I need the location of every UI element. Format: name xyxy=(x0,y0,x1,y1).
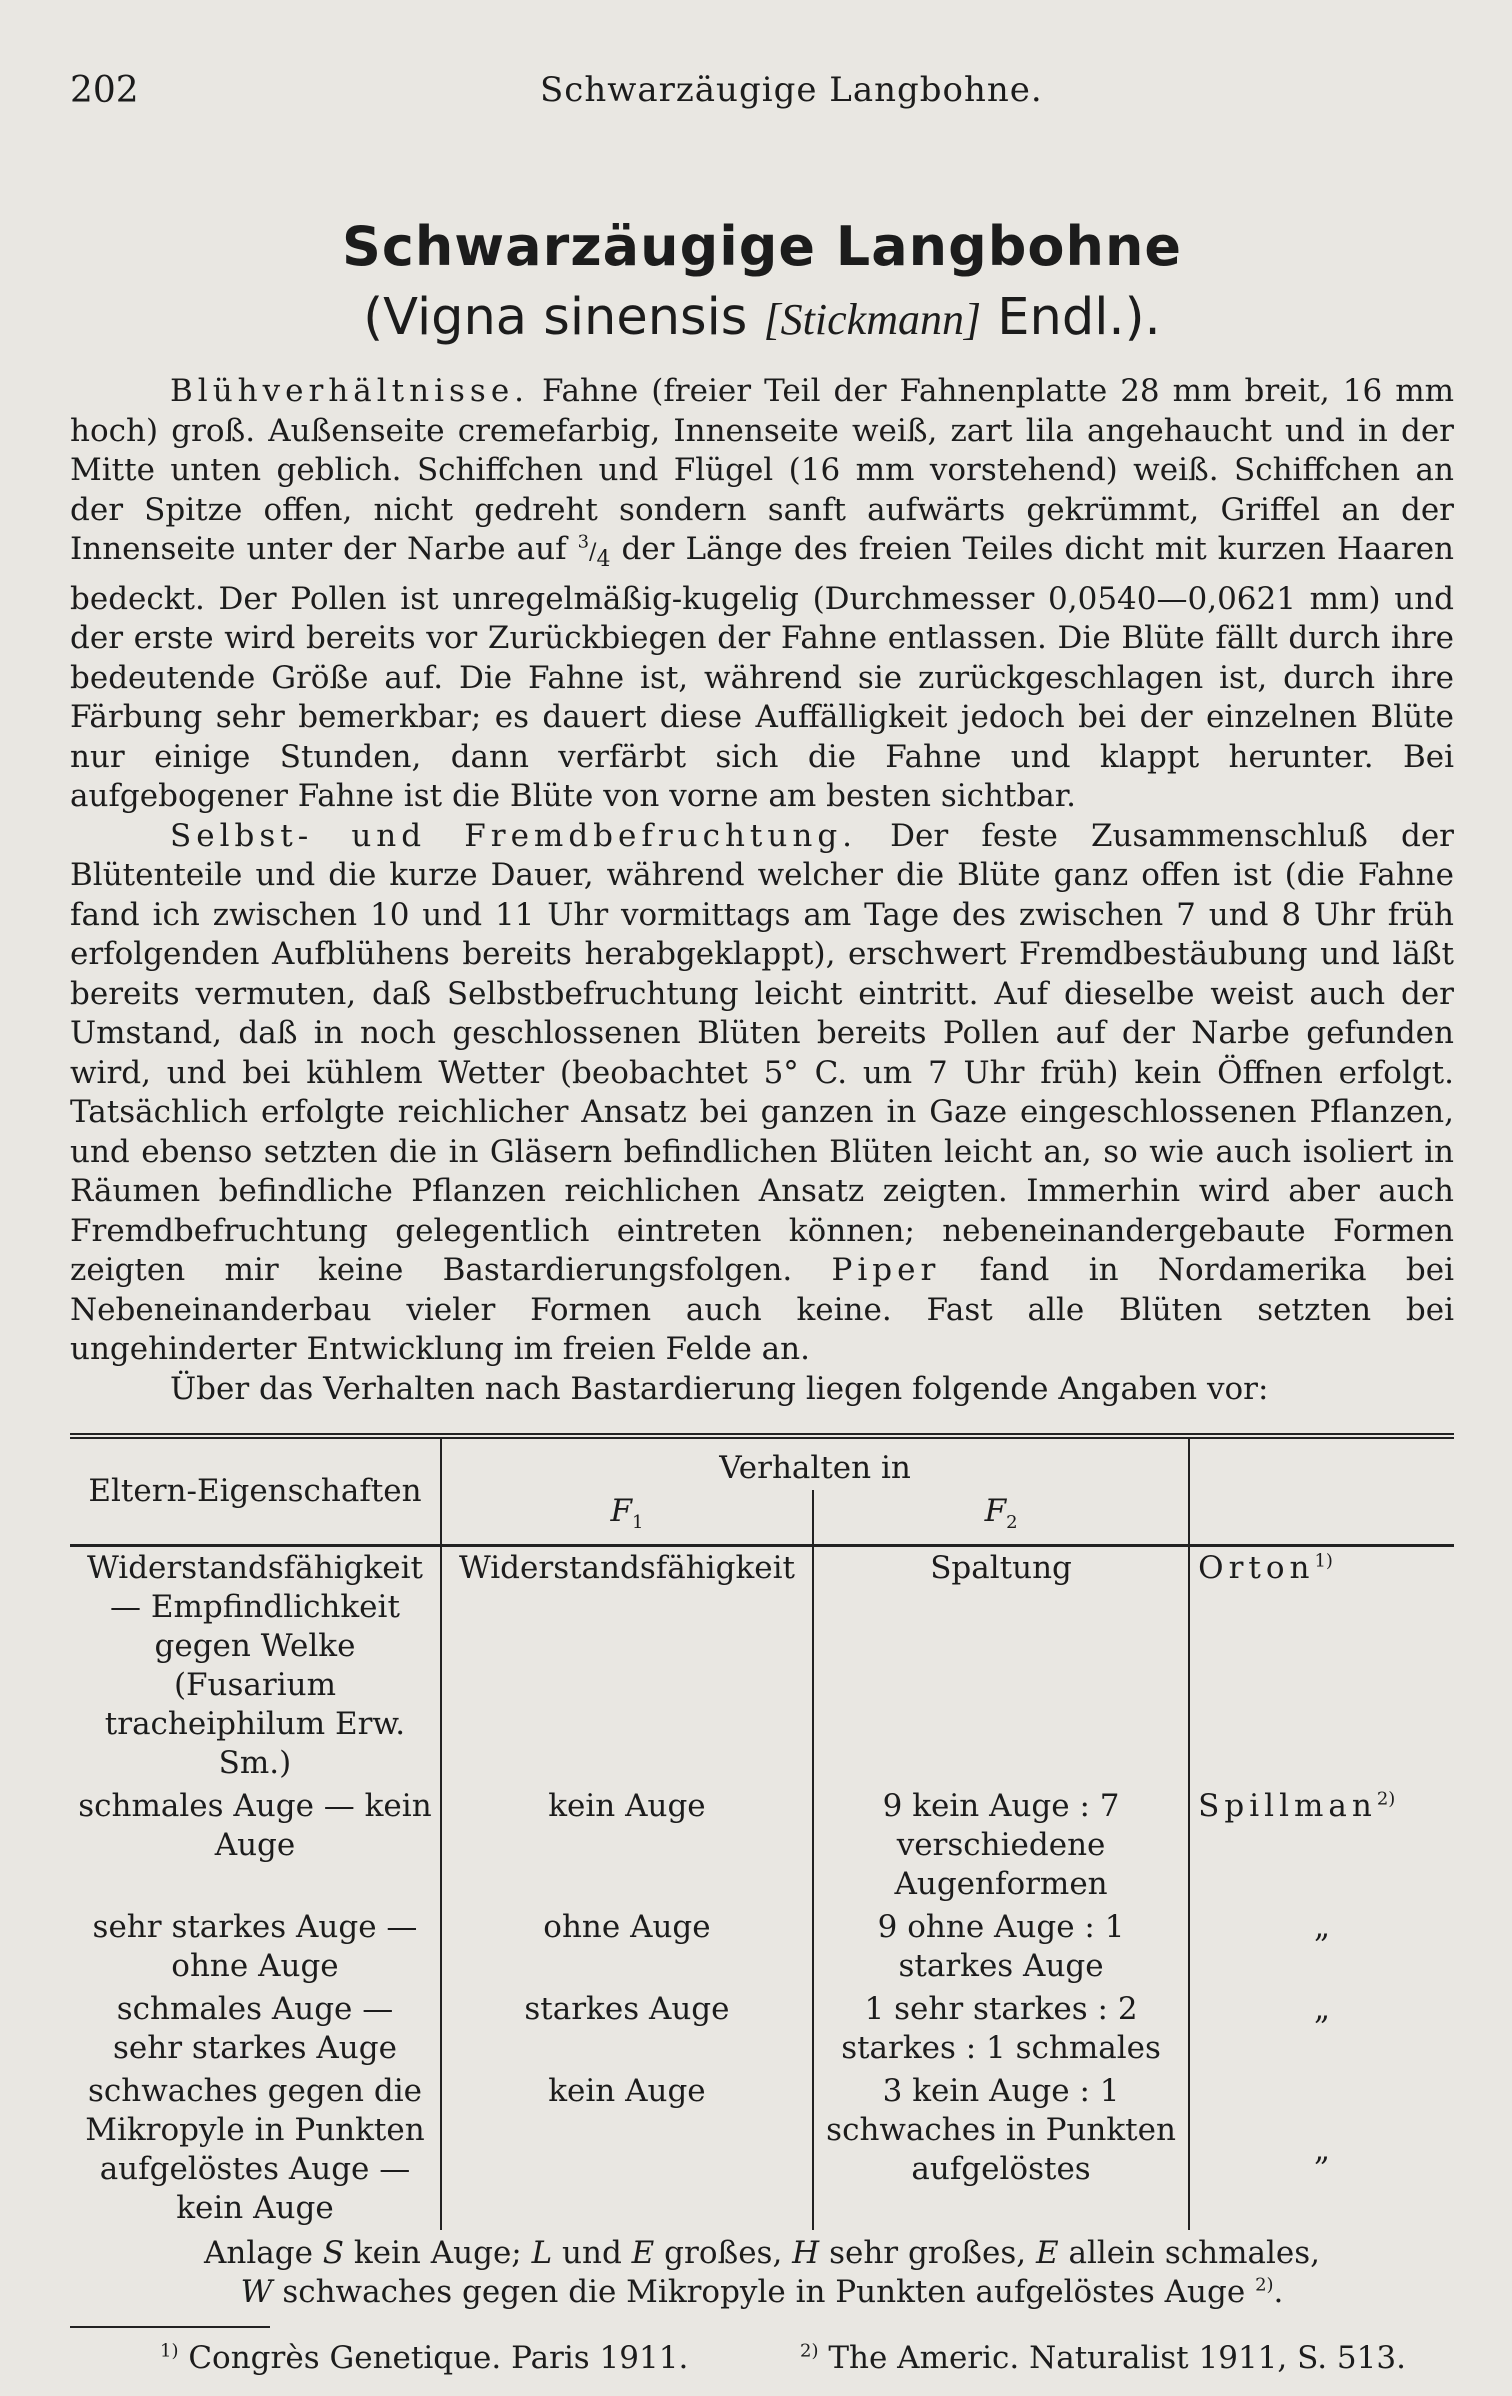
row-f1: Widerstandsfähigkeit xyxy=(441,1546,813,1786)
row-f2: Spaltung xyxy=(930,1550,1072,1587)
f1-label: F xyxy=(610,1493,632,1530)
paragraph-text: fand in Nordamerika bei Nebeneinanderbau vieler Formen auch keine. Fast alle Blüten setzten bei ungehinderter Entwicklung im freien Felde an. xyxy=(70,1252,1454,1368)
table-header-row xyxy=(70,1436,1454,1490)
source-name: Orton xyxy=(1198,1550,1315,1587)
f2-sub: 2 xyxy=(1006,1512,1018,1534)
subtitle-species: (Vigna sinensis xyxy=(363,288,764,347)
source-name: „ xyxy=(1314,1909,1331,1946)
f1-sub: 1 xyxy=(631,1512,644,1534)
running-title: Schwarzäugige Langbohne. xyxy=(540,70,1043,110)
row-f1: ohne Auge xyxy=(441,1906,813,1988)
row-f2: 1 sehr starkes : 2 starkes : 1 schmales xyxy=(841,1991,1161,2067)
footnote-2 xyxy=(800,2340,1406,2376)
subtitle-author: [Stickmann] xyxy=(763,295,982,344)
row-source xyxy=(1189,1906,1454,1988)
paragraph-befruchtung xyxy=(70,817,1454,1370)
table-row xyxy=(70,2070,1454,2230)
row-source xyxy=(1189,1785,1454,1906)
note-sup: 2) xyxy=(1255,2275,1274,2297)
note-text: Anlage xyxy=(203,2235,323,2272)
note-text: sehr großes, xyxy=(819,2235,1036,2272)
source-name: „ xyxy=(1314,1991,1331,2028)
table-note xyxy=(70,2234,1454,2312)
f2-label: F xyxy=(984,1493,1007,1530)
source-sup: 2) xyxy=(1376,1789,1396,1811)
row-f2: 9 kein Auge : 7 verschiedene Augenformen xyxy=(882,1788,1120,1903)
row-parents: sehr starkes Auge — ohne Auge xyxy=(70,1906,441,1988)
source-name: „ xyxy=(1314,2131,1331,2168)
note-symbol: H xyxy=(792,2235,820,2272)
paragraph-text: der Länge des freien Teiles dicht mit kurzen Haaren bedeckt. Der Pollen ist unregelmäßig-kugelig (Durchmesser 0,0540—0,0621 mm) und der erste wird bereits vor Zurückbiegen der Fahne entlassen. Die Blüte fällt durch ihre bedeutende Größe auf. Die Fahne ist, während sie zurückgeschlagen ist, durch ihre Färbung sehr bemerkbar; es dauert diese Auffälligkeit jedoch bei der einzelnen Blüte nur einige Stunden, dann verfärbt sich die Fahne und klappt herunter. Bei aufgebogener Fahne ist die Blüte von vorne am besten sichtbar. xyxy=(70,531,1455,815)
header-behavior: Verhalten in xyxy=(719,1450,911,1487)
row-f2: 3 kein Auge : 1 schwaches in Punkten aufgelöstes xyxy=(826,2073,1176,2188)
note-text: allein schmales, xyxy=(1058,2235,1320,2272)
article-subtitle xyxy=(70,288,1454,347)
fraction-numerator: 3 xyxy=(577,531,590,553)
hybridization-table xyxy=(70,1433,1454,2230)
section-heading: Blühverhältnisse. xyxy=(170,373,530,409)
source-sup: 1) xyxy=(1314,1551,1333,1573)
header-f2 xyxy=(813,1490,1189,1546)
note-symbol: S xyxy=(322,2235,345,2272)
note-symbol: E xyxy=(1035,2235,1059,2272)
paragraph-text: Der feste Zusammenschluß der Blütenteile und die kurze Dauer, während welcher die Blüte ganz offen ist (die Fahne fand ich zwischen 10 und 11 Uhr vormittags am Tage des zwischen 7 und 8 Uhr früh erfolgenden Aufblühens bereits herabgeklappt), erschwert Fremdbestäubung und läßt bereits vermuten, daß Selbstbefruchtung leicht eintritt. Auf dieselbe weist auch der Umstand, daß in noch geschlossenen Blüten bereits Pollen auf der Narbe gefunden wird, und bei kühlem Wetter (beobachtet 5° C. um 7 Uhr früh) kein Öffnen erfolgt. Tatsächlich erfolgte reichlicher Ansatz bei ganzen in Gaze eingeschlossenen Pflanzen, und ebenso setzten die in Gläsern befindlichen Blüten leicht an, so wie auch isoliert in Räumen befindliche Pflanzen reichlichen Ansatz zeigten. Immerhin wird aber auch Fremdbefruchtung gelegentlich eintreten können; nebeneinandergebaute Formen zeigten mir keine Bastardierungsfolgen. xyxy=(70,817,1454,1289)
note-text: kein Auge; xyxy=(344,2235,532,2272)
note-text: und xyxy=(552,2235,632,2272)
subtitle-end: Endl.). xyxy=(981,288,1161,347)
row-f1: kein Auge xyxy=(441,2070,813,2230)
paragraph-text: Fahne (freier Teil der Fahnenplatte 28 mm breit, 16 mm hoch) groß. Außenseite cremefarbig, Innenseite weiß, zart lila angehaucht und in der Mitte unten geblich. Schiffchen und Flügel (16 mm vorstehend) weiß. Schiffchen an der Spitze offen, nicht gedreht sondern sanft aufwärts gekrümmt, Griffel an der Innenseite unter der Narbe auf xyxy=(70,373,1454,567)
note-text: schwaches gegen die Mikropyle in Punkten aufgelöstes Auge xyxy=(272,2274,1256,2311)
section-heading: Selbst- und Fremdbefruchtung. xyxy=(170,817,858,854)
row-source xyxy=(1189,2070,1454,2230)
paragraph-bluehverhaeltnisse: Blühverhältnisse. Fahne (freier Teil der Fahnenplatte 28 mm breit, 16 mm hoch) groß. Außenseite cremefarbig, Innenseite weiß, zart lila angehaucht und in der Mitte unten geblich. Schiffchen und Flügel (16 mm vorstehend) weiß. Schiffchen an der Spitze offen, nicht gedreht sondern sanft aufwärts gekrümmt, Griffel an der Innenseite unter der Narbe auf $^3/_4$ der Länge des freien Teiles dicht mit kurzen Haaren bedeckt. Der Pollen ist unregelmäßig-kugelig (Durchmesser 0,0540—0,0621 mm) und der erste wird bereits vor Zurückbiegen der Fahne entlassen. Die Blüte fällt durch ihre bedeutende Größe auf. Die Fahne ist, während sie zurückgeschlagen ist, durch ihre Färbung sehr bemerkbar; es dauert diese Auffälligkeit jedoch bei der einzelnen Blüte nur einige Stunden, dann verfärbt sich die Fahne und klappt herunter. Bei aufgebogener Fahne ist die Blüte von vorne am besten sichtbar. xyxy=(70,373,1455,815)
note-text: . xyxy=(1273,2274,1284,2311)
row-f1: kein Auge xyxy=(441,1785,813,1906)
note-symbol: W xyxy=(240,2274,273,2311)
footnote-1 xyxy=(160,2340,688,2376)
footnote-mark: 2) xyxy=(800,2341,819,2363)
running-header xyxy=(70,60,1454,120)
table-row xyxy=(70,1988,1454,2070)
paragraph-table-intro: Über das Verhalten nach Bastardierung liegen folgende Angaben vor: xyxy=(170,1370,1269,1407)
article-title: Schwarzäugige Langbohne xyxy=(341,215,1183,278)
fraction-denominator: 4 xyxy=(596,547,611,573)
table-row xyxy=(70,1546,1454,1786)
footnote-rule xyxy=(70,2326,270,2328)
row-f1: starkes Auge xyxy=(441,1988,813,2070)
table-row xyxy=(70,1785,1454,1906)
row-source xyxy=(1189,1546,1454,1786)
header-f1 xyxy=(441,1490,813,1546)
table-row xyxy=(70,1906,1454,1988)
row-source xyxy=(1189,1988,1454,2070)
row-parents: schmales Auge — sehr starkes Auge xyxy=(70,1988,441,2070)
note-symbol: L xyxy=(531,2235,553,2272)
author-name: Piper xyxy=(831,1252,941,1289)
body-text xyxy=(70,372,1454,1409)
row-f2: 9 ohne Auge : 1 starkes Auge xyxy=(877,1909,1125,1985)
footnote-text: Congrès Genetique. Paris 1911. xyxy=(178,2340,689,2377)
page xyxy=(70,60,1454,2390)
footnote-mark: 1) xyxy=(160,2341,179,2363)
header-parents: Eltern-Eigenschaften xyxy=(70,1436,441,1546)
header-source xyxy=(1189,1436,1454,1546)
note-text: großes, xyxy=(654,2235,793,2272)
footnote-text: The Americ. Naturalist 1911, S. 513. xyxy=(818,2340,1406,2377)
source-name: Spillman xyxy=(1198,1788,1377,1825)
row-parents: Widerstandsfähigkeit — Empfindlichkeit gegen Welke (Fusarium tracheiphilum Erw. Sm.) xyxy=(70,1546,441,1786)
note-symbol: E xyxy=(631,2235,655,2272)
footnotes xyxy=(70,2340,1454,2390)
row-parents: schwaches gegen die Mikropyle in Punkten aufgelöstes Auge — kein Auge xyxy=(70,2070,441,2230)
row-parents: schmales Auge — kein Auge xyxy=(70,1785,441,1906)
page-number: 202 xyxy=(70,70,139,111)
